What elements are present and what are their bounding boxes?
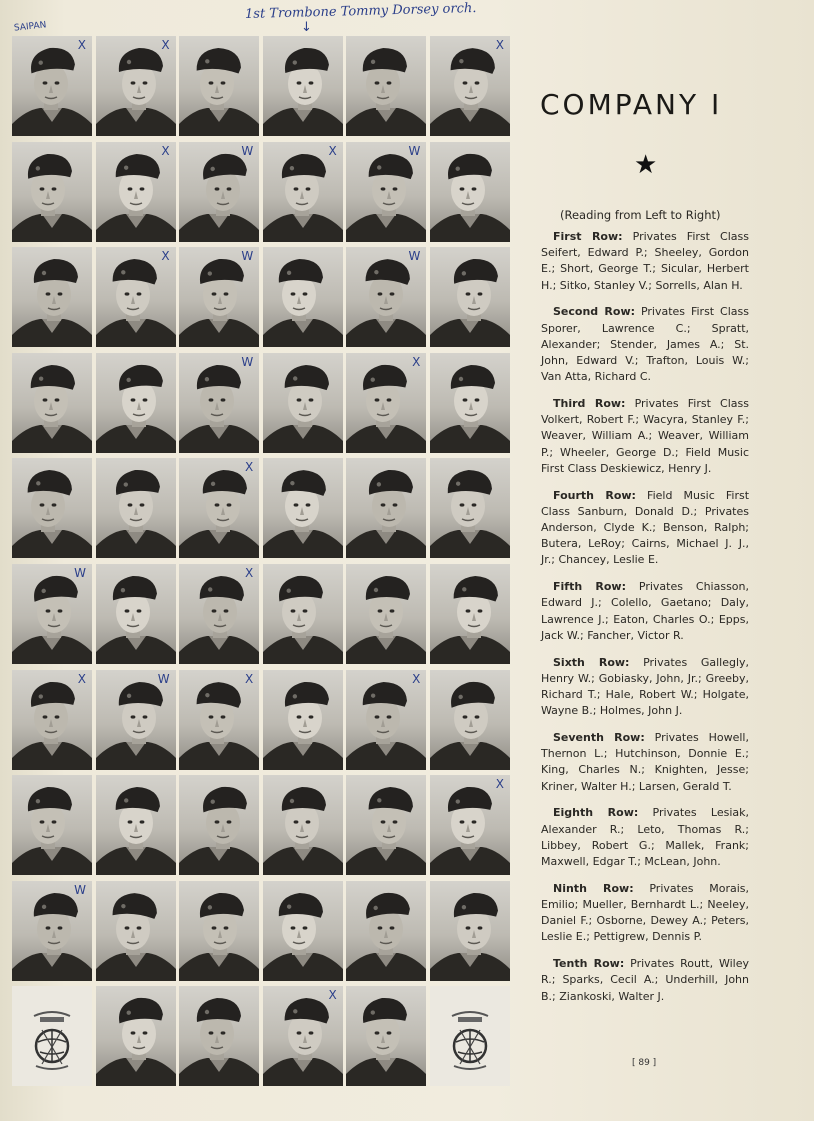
portrait-photo	[263, 881, 343, 981]
roster-row	[541, 730, 749, 795]
roster-row-label: Sixth Row:	[553, 655, 630, 669]
portrait-photo	[346, 142, 426, 242]
pen-mark: X	[328, 988, 337, 1003]
page-number: [ 89 ]	[632, 1058, 657, 1068]
portrait-photo	[263, 458, 343, 558]
pen-mark: X	[77, 38, 86, 52]
roster-row-names: Privates First Class Sporer, Lawrence C.; Spratt, Alexander; Stender, James A.; St. John, Edward V.; Trafton, Louis W.; Van Atta, Richard C.	[541, 305, 749, 384]
portrait-photo	[12, 247, 92, 347]
pen-mark: X	[412, 671, 421, 686]
roster-row-label: Tenth Row:	[553, 957, 625, 971]
portrait-photo	[12, 670, 92, 770]
portrait-photo	[96, 353, 176, 453]
roster-row	[541, 956, 749, 1005]
portrait-photo	[179, 247, 259, 347]
roster-row-label: First Row:	[553, 230, 623, 243]
pen-mark: W	[408, 249, 421, 264]
portrait-photo	[96, 564, 176, 664]
roster-row-label: Fifth Row:	[553, 580, 626, 594]
roster-row-names: Privates Morais, Emilio; Mueller, Bernhardt L.; Neeley, Daniel F.; Osborne, Dewey A.; Peters, Leslie E.; Pettigrew, Dennis P.	[541, 881, 749, 944]
roster-row-names: Privates Lesiak, Alexander R.; Leto, Thomas R.; Libbey, Robert G.; Mallek, Frank; Maxwell, Edgar T.; McLean, John.	[541, 806, 750, 869]
portrait-photo	[430, 36, 510, 136]
portrait-photo	[179, 142, 259, 242]
portrait-photo	[430, 353, 510, 453]
pen-mark: X	[161, 143, 170, 158]
portrait-photo	[430, 881, 510, 981]
portrait-photo	[346, 36, 426, 136]
roster-row-names: Privates Gallegly, Henry W.; Gobiasky, John, Jr.; Greeby, Richard T.; Hale, Robert W.; Holgate, Wayne B.; Holmes, John J.	[541, 655, 750, 718]
portrait-photo	[12, 564, 92, 664]
roster-row-names: Privates Routt, Wiley R.; Sparks, Cecil A.; Underhill, John B.; Ziankoski, Walter J.	[541, 957, 750, 1003]
portrait-photo	[96, 670, 176, 770]
portrait-photo	[263, 564, 343, 664]
pen-mark: X	[412, 354, 421, 369]
portrait-photo	[263, 142, 343, 242]
portrait-photo	[263, 670, 343, 770]
portrait-photo	[263, 36, 343, 136]
portrait-photo	[12, 142, 92, 242]
roster-row-label: Seventh Row:	[553, 731, 645, 745]
page-title: COMPANY I	[540, 88, 723, 121]
portrait-photo	[346, 458, 426, 558]
portrait-photo	[263, 775, 343, 875]
portrait-photo	[12, 881, 92, 981]
portrait-photo	[263, 247, 343, 347]
portrait-photo	[179, 458, 259, 558]
portrait-photo	[346, 353, 426, 453]
portrait-photo	[430, 458, 510, 558]
pen-mark: W	[74, 882, 86, 897]
portrait-photo	[96, 986, 176, 1086]
roster-row	[541, 805, 749, 870]
portrait-photo	[96, 458, 176, 558]
pen-mark: W	[408, 143, 421, 158]
portrait-photo	[179, 775, 259, 875]
pen-mark: X	[161, 249, 170, 264]
portrait-photo	[179, 986, 259, 1086]
pen-mark: X	[328, 143, 337, 158]
pen-mark: X	[77, 671, 86, 686]
pen-mark: W	[74, 565, 86, 580]
portrait-photo	[179, 36, 259, 136]
roster-row	[541, 655, 749, 720]
pen-mark: X	[244, 460, 254, 475]
roster-row-names: Privates Howell, Thernon L.; Hutchinson, Donnie E.; King, Charles N.; Knighten, Jesse; Kriner, Walter H.; Larsen, Gerald T.	[541, 731, 749, 793]
portrait-photo	[346, 775, 426, 875]
roster-row-label: Eighth Row:	[553, 806, 639, 820]
pen-mark: W	[241, 354, 254, 369]
reading-order-note: (Reading from Left to Right)	[560, 208, 721, 222]
portrait-photo	[96, 775, 176, 875]
roster-row-label: Ninth Row:	[553, 881, 634, 895]
pen-mark: W	[241, 249, 254, 264]
portrait-photo	[179, 564, 259, 664]
roster-row	[541, 396, 749, 477]
portrait-photo	[263, 986, 343, 1086]
portrait-photo	[12, 458, 92, 558]
pen-mark: X	[495, 38, 504, 52]
pen-mark: W	[157, 671, 170, 686]
handwritten-note: 1st Trombone Tommy Dorsey orch.	[244, 0, 477, 23]
roster-row-label: Fourth Row:	[553, 488, 636, 502]
portrait-photo	[96, 142, 176, 242]
roster-row-names: Field Music First Class Sanburn, Donald D.; Privates Anderson, Clyde K.; Benson, Ralph; Butera, LeRoy; Cairns, Michael J. J., Jr.; Chancey, Leslie E.	[541, 488, 750, 567]
portrait-photo	[96, 881, 176, 981]
portrait-photo	[346, 881, 426, 981]
portrait-grid	[12, 36, 510, 1092]
portrait-photo	[96, 247, 176, 347]
roster-row-label: Third Row:	[553, 397, 626, 411]
pen-mark: X	[244, 671, 254, 686]
portrait-photo	[430, 564, 510, 664]
pen-mark: X	[161, 38, 170, 52]
portrait-photo	[346, 564, 426, 664]
roster-row	[541, 579, 749, 644]
portrait-photo	[179, 881, 259, 981]
roster-text	[541, 229, 749, 1015]
roster-row-names: Privates Chiasson, Edward J.; Colello, Gaetano; Daly, Lawrence J.; Eaton, Charles O.; Epps, Jack W.; Fancher, Victor R.	[541, 580, 750, 642]
pen-mark: W	[241, 143, 254, 158]
portrait-photo	[179, 670, 259, 770]
portrait-photo	[179, 353, 259, 453]
star-icon: ★	[634, 150, 658, 180]
arrow-down-icon: ↓	[301, 20, 312, 35]
portrait-photo	[12, 36, 92, 136]
handwritten-corner-note: SAIPAN	[13, 20, 47, 34]
pen-mark: X	[244, 565, 254, 580]
portrait-photo	[346, 670, 426, 770]
roster-row	[541, 229, 749, 294]
marine-emblem-icon	[12, 986, 92, 1086]
portrait-photo	[96, 36, 176, 136]
portrait-photo	[346, 247, 426, 347]
pen-mark: X	[495, 777, 504, 792]
marine-emblem-icon	[430, 986, 510, 1086]
roster-row-names: Privates First Class Seifert, Edward P.; Sheeley, Gordon E.; Short, George T.; Sicular, Herbert H.; Sitko, Stanley V.; Sorrells, Alan H.	[541, 230, 749, 292]
roster-row-label: Second Row:	[553, 305, 636, 319]
roster-row	[541, 488, 749, 569]
portrait-photo	[346, 986, 426, 1086]
roster-row-names: Privates First Class Volkert, Robert F.; Wacyra, Stanley F.; Weaver, William A.; Weaver, William P.; Wheeler, George D.; Field Music First Class Deskiewicz, Henry J.	[541, 397, 749, 475]
portrait-photo	[430, 775, 510, 875]
portrait-photo	[430, 142, 510, 242]
portrait-photo	[12, 353, 92, 453]
portrait-photo	[430, 247, 510, 347]
roster-row	[541, 881, 749, 946]
portrait-photo	[263, 353, 343, 453]
roster-row	[541, 304, 749, 385]
portrait-photo	[430, 670, 510, 770]
portrait-photo	[12, 775, 92, 875]
